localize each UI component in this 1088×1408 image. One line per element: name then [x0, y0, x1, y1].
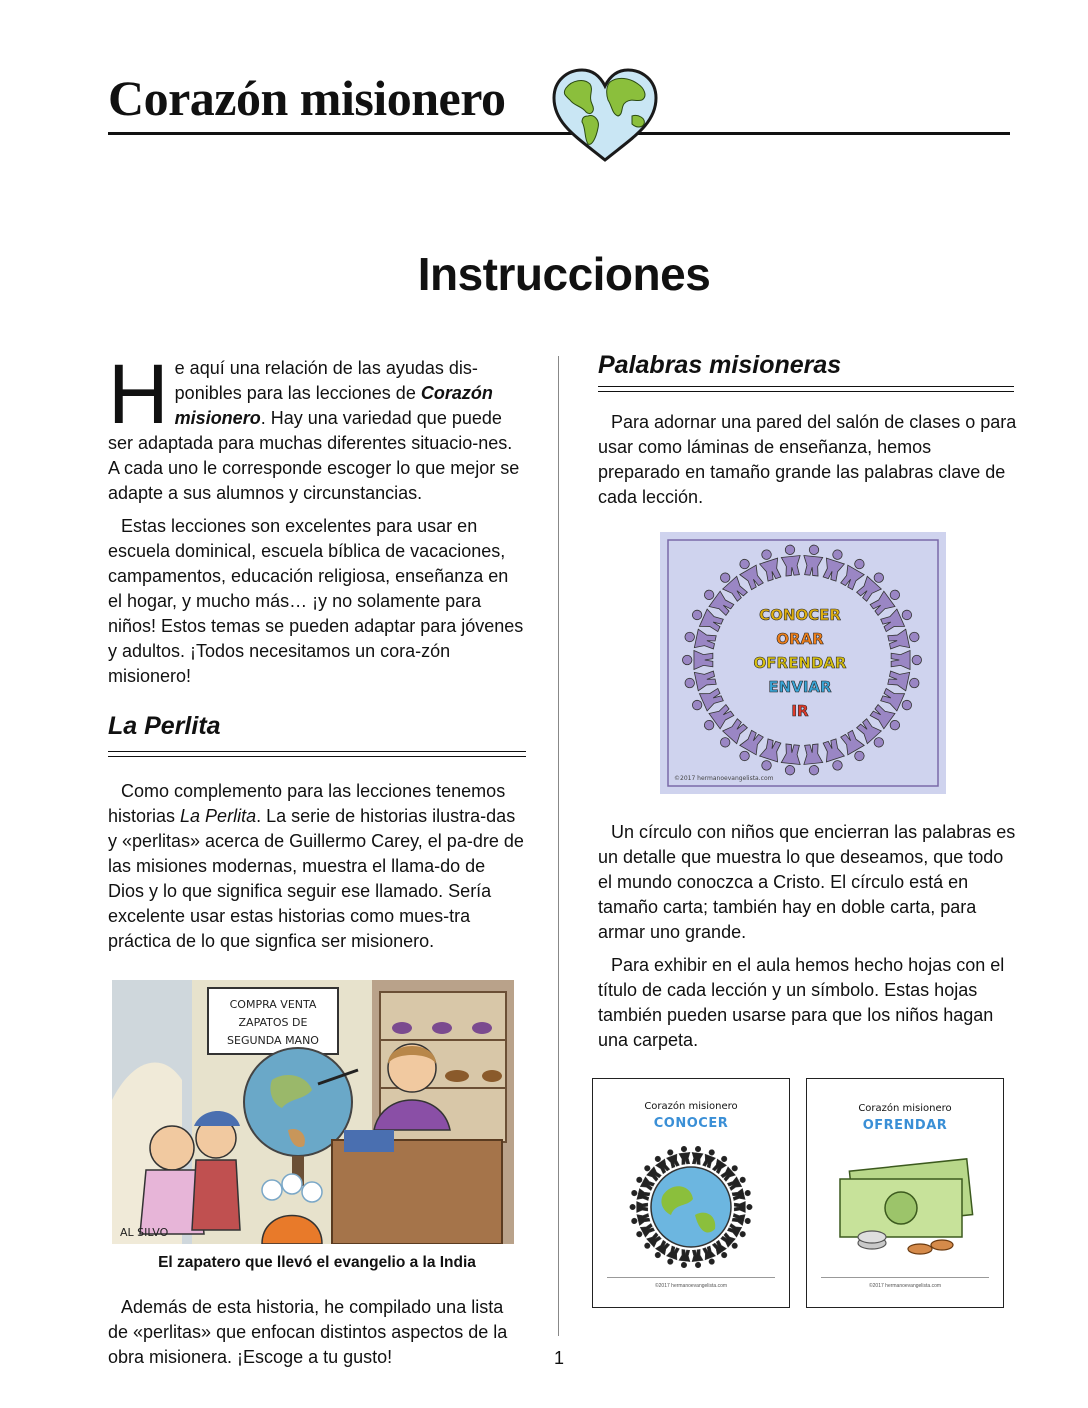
child-figure — [691, 1249, 704, 1268]
sign-line-2: ZAPATOS DE — [238, 1016, 308, 1029]
child-figure — [630, 1187, 650, 1202]
perlita-text-end: . La serie de historias ilustra-das y «perlitas» acerca de Guillermo Carey, el pa-dre de las misiones modernas, muestra el llama-do de Dios y lo que significa seguir ese llamado. Sería excelente usar estas historias como mues-tra práctica de lo que signfica ser misionero. — [108, 806, 524, 951]
perlita-paragraph-2: Además de esta historia, he compilado una lista de «perlitas» que enfocan distintos aspectos de la obra misionera. ¡Escoge a tu gusto! — [108, 1297, 508, 1367]
intro-paragraph-2: Estas lecciones son excelentes para usar en escuela dominical, escuela bíblica de vacaciones, campamentos, educación religiosa, enseñanza en el hogar, y mucho más… ¡y no solamente para niños! Estos temas se pueden adaptar para jóvenes y adultos. ¡Todos necesitamos un cora-zón misionero! — [108, 516, 524, 686]
sign-line-3: SEGUNDA MANO — [227, 1034, 319, 1047]
child-figure — [630, 1201, 648, 1212]
palabras-paragraph-3: Para exhibir en el aula hemos hecho hojas con el título de cada lección y un símbolo. Estas hojas también pueden usarse para que los niños hagan una carpeta. — [598, 955, 1005, 1050]
child-figure — [732, 1212, 752, 1227]
column-divider — [558, 356, 559, 1336]
circle-word-2: ORAR — [776, 630, 824, 648]
money-icon — [830, 1153, 980, 1263]
right-column — [598, 410, 1018, 510]
children-circle-poster — [660, 532, 946, 794]
shoemaker-illustration — [112, 980, 514, 1244]
perlita-heading: La Perlita — [108, 712, 221, 740]
palabras-paragraph-1: Para adornar una pared del salón de clases o para usar como láminas de enseñanza, hemos preparado en tamaño grande las palabras clave de cada lección. — [598, 412, 1017, 507]
poster-conocer — [592, 1078, 790, 1308]
child-figure — [732, 1187, 752, 1202]
palabras-heading: Palabras misioneras — [598, 351, 842, 379]
header-title: Corazón misionero — [108, 70, 506, 126]
intro-paragraph — [108, 347, 526, 506]
page-title: Instrucciones — [417, 248, 711, 300]
globe-children-icon — [629, 1145, 753, 1269]
child-figure — [691, 1146, 704, 1165]
intro-bold-title: Corazón misionero — [174, 383, 493, 428]
illustration-caption: El zapatero que llevó el evangelio a la India — [158, 1254, 476, 1271]
poster-rule — [607, 1277, 775, 1278]
illustration-signature: AL SILVO — [120, 1226, 169, 1239]
poster-title: Corazón misionero — [858, 1103, 952, 1114]
circle-word-1: CONOCER — [759, 606, 841, 624]
world-heart-icon — [548, 66, 662, 164]
left-column — [108, 347, 526, 1370]
right-column-lower — [598, 820, 1018, 1053]
perlita-text-start: Como complemento para las lecciones tenemos historias — [108, 781, 506, 826]
perlita-paragraph — [108, 779, 526, 954]
drop-cap: H — [108, 347, 169, 441]
poster-word: CONOCER — [653, 1116, 729, 1131]
circle-word-4: ENVIAR — [768, 678, 832, 696]
perlita-italic-title: La Perlita — [180, 806, 257, 826]
poster-word: OFRENDAR — [862, 1118, 948, 1133]
sign-line-1: COMPRA VENTA — [229, 998, 317, 1011]
poster-ofrendar — [806, 1078, 1004, 1308]
child-figure — [734, 1201, 752, 1212]
poster-title: Corazón misionero — [644, 1101, 738, 1112]
circle-word-3: OFRENDAR — [753, 654, 847, 672]
poster-rule — [821, 1277, 989, 1278]
palabras-heading-rule — [598, 386, 1014, 392]
poster-copyright: ©2017 hermanoevangelista.com — [654, 1283, 728, 1289]
perlita-heading-rule — [108, 751, 526, 757]
child-figure — [630, 1212, 650, 1227]
intro-text-start: e aquí una relación de las ayudas dis-ponibles para las lecciones de — [174, 358, 478, 403]
palabras-paragraph-2: Un círculo con niños que encierran las palabras es un detalle que muestra lo que deseamos, que todo el mundo conoczca a Cristo. El círculo está en tamaño carta; también hay en doble carta, para armar uno grande. — [598, 822, 1016, 942]
child-figure — [678, 1249, 691, 1268]
intro-text-end: . Hay una variedad que puede ser adaptada para muchas diferentes situacio-nes. A cada uno le corresponde escoger lo que mejor se adapte a sus alumnos y circunstancias. — [108, 408, 520, 503]
page-number: 1 — [553, 1348, 564, 1368]
poster-copyright: ©2017 hermanoevangelista.com — [868, 1283, 942, 1289]
circle-copyright: ©2017 hermanoevangelista.com — [674, 775, 774, 782]
child-figure — [678, 1146, 691, 1165]
circle-word-5: IR — [791, 702, 809, 720]
